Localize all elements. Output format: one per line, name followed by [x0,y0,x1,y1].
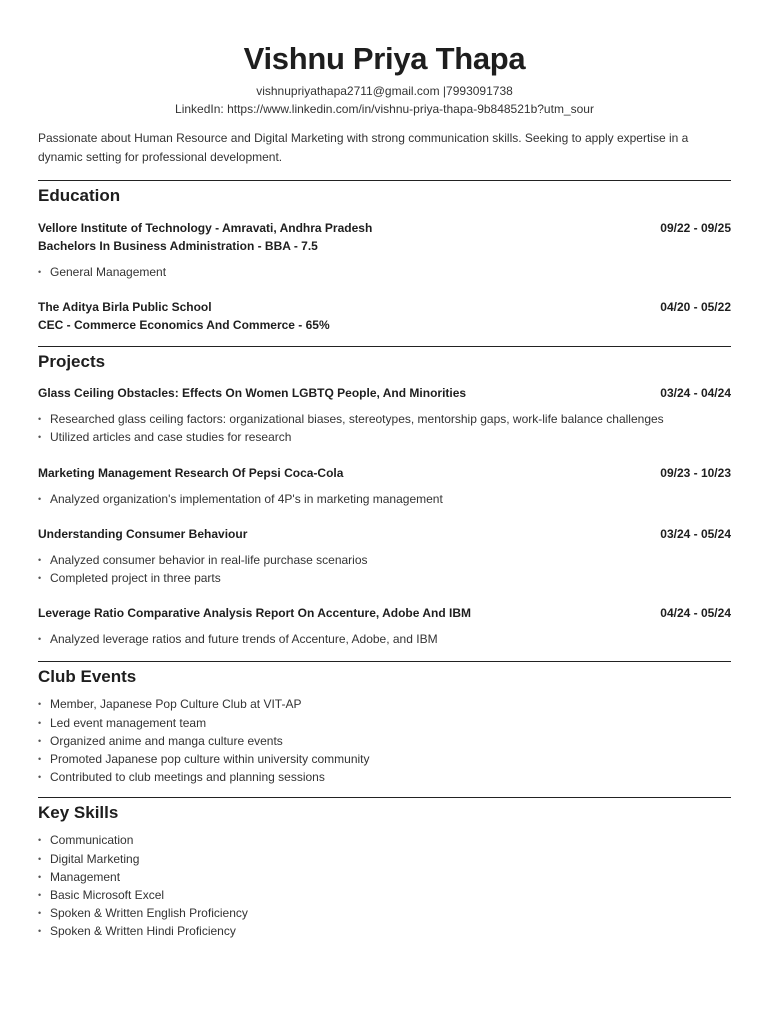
project-name: Understanding Consumer Behaviour [38,526,248,541]
list-item: • Communication [38,831,731,849]
bullet-list [38,831,731,940]
degree-name: Bachelors In Business Administration - BBA - 7.5 [38,239,318,253]
list-item: • Management [38,868,731,886]
entry-dates: 03/24 - 04/24 [660,386,731,401]
list-item: • Analyzed consumer behavior in real-life purchase scenarios [38,551,731,569]
club-events-section [38,661,731,786]
education-entry [38,298,731,334]
project-entry [38,525,731,587]
project-entry [38,464,731,508]
bullet-list [38,490,731,508]
list-item: • Digital Marketing [38,850,731,868]
entry-dates: 03/24 - 05/24 [660,526,731,541]
list-item: • Researched glass ceiling factors: organizational biases, stereotypes, mentorship gaps, work-life balance challenges [38,410,731,428]
contact-info [38,82,731,118]
list-item: • General Management [38,263,731,281]
list-item: • Analyzed leverage ratios and future trends of Accenture, Adobe, and IBM [38,630,731,648]
institution-name: Vellore Institute of Technology - Amravati, Andhra Pradesh [38,221,373,235]
education-entry [38,219,731,281]
list-item: • Promoted Japanese pop culture within university community [38,750,731,768]
key-skills-section [38,797,731,940]
entry-dates: 04/24 - 05/24 [660,606,731,621]
profile-summary: Passionate about Human Resource and Digital Marketing with strong communication skills. Seeking to apply expertise in a dynamic setting for professional development. [38,131,689,164]
candidate-name: Vishnu Priya Thapa [243,41,526,76]
list-item: • Basic Microsoft Excel [38,886,731,904]
list-item: • Spoken & Written Hindi Proficiency [38,922,731,940]
linkedin-url: LinkedIn: https://www.linkedin.com/in/vishnu-priya-thapa-9b848521b?utm_sour [175,102,594,116]
email-phone: vishnupriyathapa2711@gmail.com |7993091738 [256,84,513,98]
bullet-list [38,263,731,281]
project-entry [38,604,731,648]
entry-dates: 04/20 - 05/22 [660,300,731,315]
projects-section [38,346,731,648]
bullet-list [38,551,731,587]
list-item: • Organized anime and manga culture events [38,732,731,750]
section-title: Key Skills [38,803,119,823]
list-item: • Completed project in three parts [38,569,731,587]
project-name: Glass Ceiling Obstacles: Effects On Women LGBTQ People, And Minorities [38,386,467,401]
project-entry [38,384,731,446]
education-section [38,180,731,334]
resume-page [38,0,731,941]
degree-name: CEC - Commerce Economics And Commerce - 65% [38,318,330,333]
entry-dates: 09/22 - 09/25 [660,221,731,235]
list-item: • Contributed to club meetings and planning sessions [38,768,731,786]
entry-dates: 09/23 - 10/23 [660,465,731,480]
bullet-list [38,630,731,648]
list-item: • Utilized articles and case studies for research [38,428,731,446]
list-item: • Member, Japanese Pop Culture Club at VIT-AP [38,695,731,713]
list-item: • Spoken & Written English Proficiency [38,904,731,922]
project-name: Leverage Ratio Comparative Analysis Report On Accenture, Adobe And IBM [38,606,471,621]
section-title: Club Events [38,667,137,687]
list-item: • Analyzed organization's implementation of 4P's in marketing management [38,490,731,508]
section-title: Projects [38,352,106,372]
project-name: Marketing Management Research Of Pepsi Coca-Cola [38,465,344,480]
section-title: Education [38,186,121,205]
institution-name: The Aditya Birla Public School [38,300,212,315]
bullet-list [38,695,731,786]
bullet-list [38,410,731,446]
list-item: • Led event management team [38,714,731,732]
